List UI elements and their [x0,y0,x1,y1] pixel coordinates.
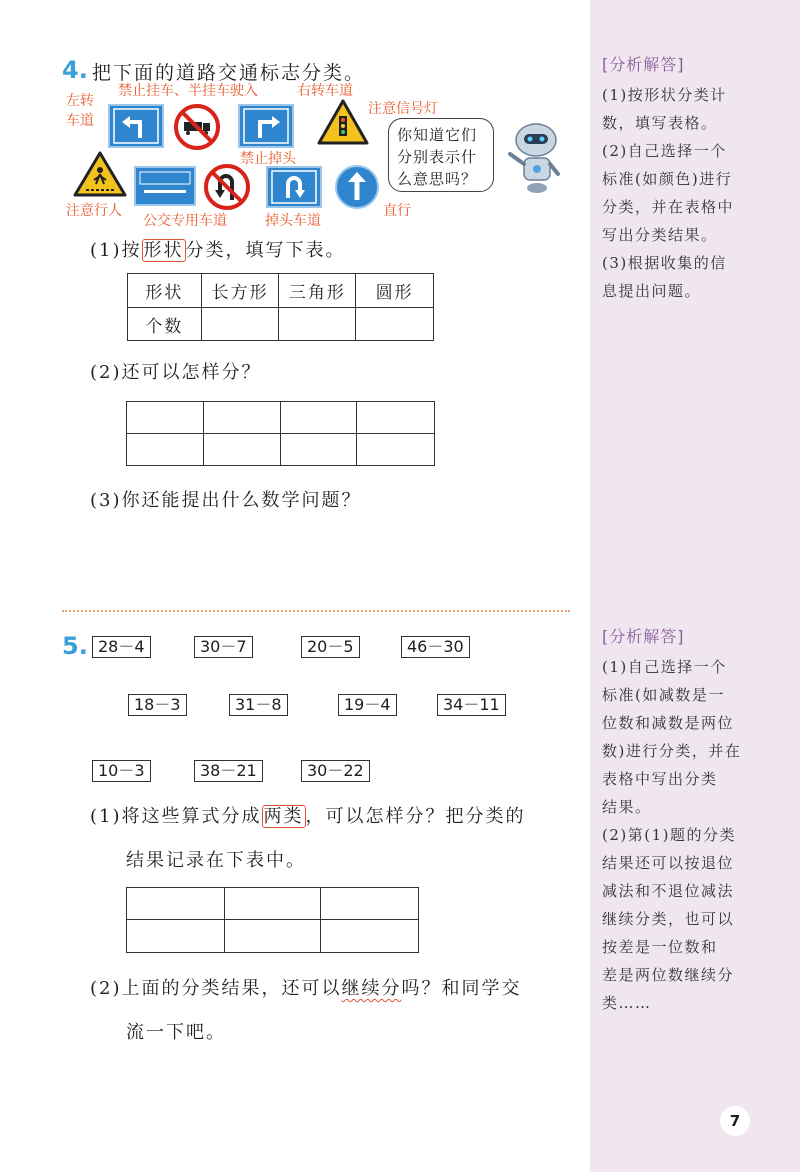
custom-classification-table [126,401,435,466]
table-row-label: 个数 [128,308,202,341]
keyword-highlight: 形状 [143,240,184,261]
expression-box: 19－4 [338,694,397,716]
answer-cell[interactable] [127,920,225,953]
answer-cell[interactable] [357,434,435,466]
analysis-block-q5 [602,624,780,1017]
expression-box: 10－3 [92,760,151,782]
keyword-emphasis: 继续分 [341,978,402,999]
analysis-block-q4 [602,52,780,305]
go-straight-sign-icon [334,164,380,210]
analysis-title: [分析解答] [602,627,685,646]
two-group-table [126,887,419,953]
analysis-title: [分析解答] [602,55,685,74]
page-number: 7 [720,1106,750,1136]
expression-box: 31－8 [229,694,288,716]
expression-box: 30－22 [301,760,370,782]
answer-cell[interactable] [127,402,204,434]
label-left-turn: 车道 [66,113,94,129]
left-turn-lane-sign-icon [108,104,164,148]
answer-cell[interactable] [203,402,280,434]
label-straight: 直行 [383,203,411,219]
answer-cell[interactable] [224,920,321,953]
label-no-uturn: 禁止掉头 [240,151,296,167]
answer-cell[interactable] [127,434,204,466]
answer-cell[interactable] [127,888,225,920]
expression-box: 38－21 [194,760,263,782]
table-header-cell: 形状 [128,274,202,308]
answer-cell[interactable] [321,888,419,920]
table-header-cell: 圆形 [356,274,434,308]
analysis-text: (1)自己选择一个 标准(如减数是一 位数和减数是两位 数)进行分类，并在 表格中写出分类 结果。 (2)第(1)题的分类 结果还可以按退位 减法和不退位减法 继续分类，也可以 按差是一位数和 差是两位数继续分 类…… [602,658,742,1012]
table-header-cell: 三角形 [279,274,356,308]
question-number: 4. [62,56,88,84]
q4-part3-text: (3)你还能提出什么数学问题？ [90,490,362,511]
q5-part1-text: (1)将这些算式分成 两类 ，可以怎样分？把分类的 [90,806,526,827]
answer-cell[interactable] [203,434,280,466]
label-left-turn: 左转 [66,93,94,109]
label-bus-lane: 公交专用车道 [143,213,227,229]
right-turn-lane-sign-icon [238,104,294,148]
answer-cell[interactable] [356,308,434,341]
label-no-trailer: 禁止挂车、半挂车驶入 [118,83,258,99]
label-pedestrian: 注意行人 [66,203,122,219]
label-right-turn: 右转车道 [297,83,353,99]
label-uturn-lane: 掉头车道 [265,213,321,229]
expression-box: 20－5 [301,636,360,658]
expression-box: 28－4 [92,636,151,658]
traffic-signal-warning-sign-icon [316,98,370,146]
q4-part1-text: (1)按 形状 分类，填写下表。 [90,240,346,261]
question-title: 把下面的道路交通标志分类。 [92,62,366,84]
no-trailer-sign-icon [174,104,220,150]
table-header-cell: 长方形 [201,274,279,308]
answer-cell[interactable] [224,888,321,920]
answer-cell[interactable] [280,434,357,466]
answer-cell[interactable] [357,402,435,434]
expression-box: 30－7 [194,636,253,658]
robot-mascot-icon [498,120,568,196]
expression-box: 34－11 [437,694,506,716]
answer-cell[interactable] [201,308,279,341]
q5-part2-text-line2: 流一下吧。 [126,1022,226,1043]
shape-count-table [127,273,434,341]
keyword-highlight: 两类 [263,806,304,827]
answer-cell[interactable] [280,402,357,434]
bus-lane-sign-icon [134,166,196,206]
section-divider [62,610,570,612]
q5-part1-text-line2: 结果记录在下表中。 [126,850,306,871]
analysis-text: (1)按形状分类计 数，填写表格。 (2)自己选择一个 标准(如颜色)进行 分类，并在表格中 写出分类结果。 (3)根据收集的信 息提出问题。 [602,86,735,300]
answer-cell[interactable] [279,308,356,341]
q5-part2-text: (2)上面的分类结果，还可以继续分吗？和同学交 [90,978,522,999]
pedestrian-warning-sign-icon [72,150,128,198]
answer-cell[interactable] [321,920,419,953]
speech-bubble: 你知道它们 分别表示什 么意思吗？ [388,118,494,192]
question-number: 5. [62,632,88,660]
expression-box: 18－3 [128,694,187,716]
expression-box: 46－30 [401,636,470,658]
u-turn-lane-sign-icon [266,166,322,208]
q4-part2-text: (2)还可以怎样分？ [90,362,262,383]
no-u-turn-sign-icon [204,164,250,210]
label-signal: 注意信号灯 [368,101,438,117]
